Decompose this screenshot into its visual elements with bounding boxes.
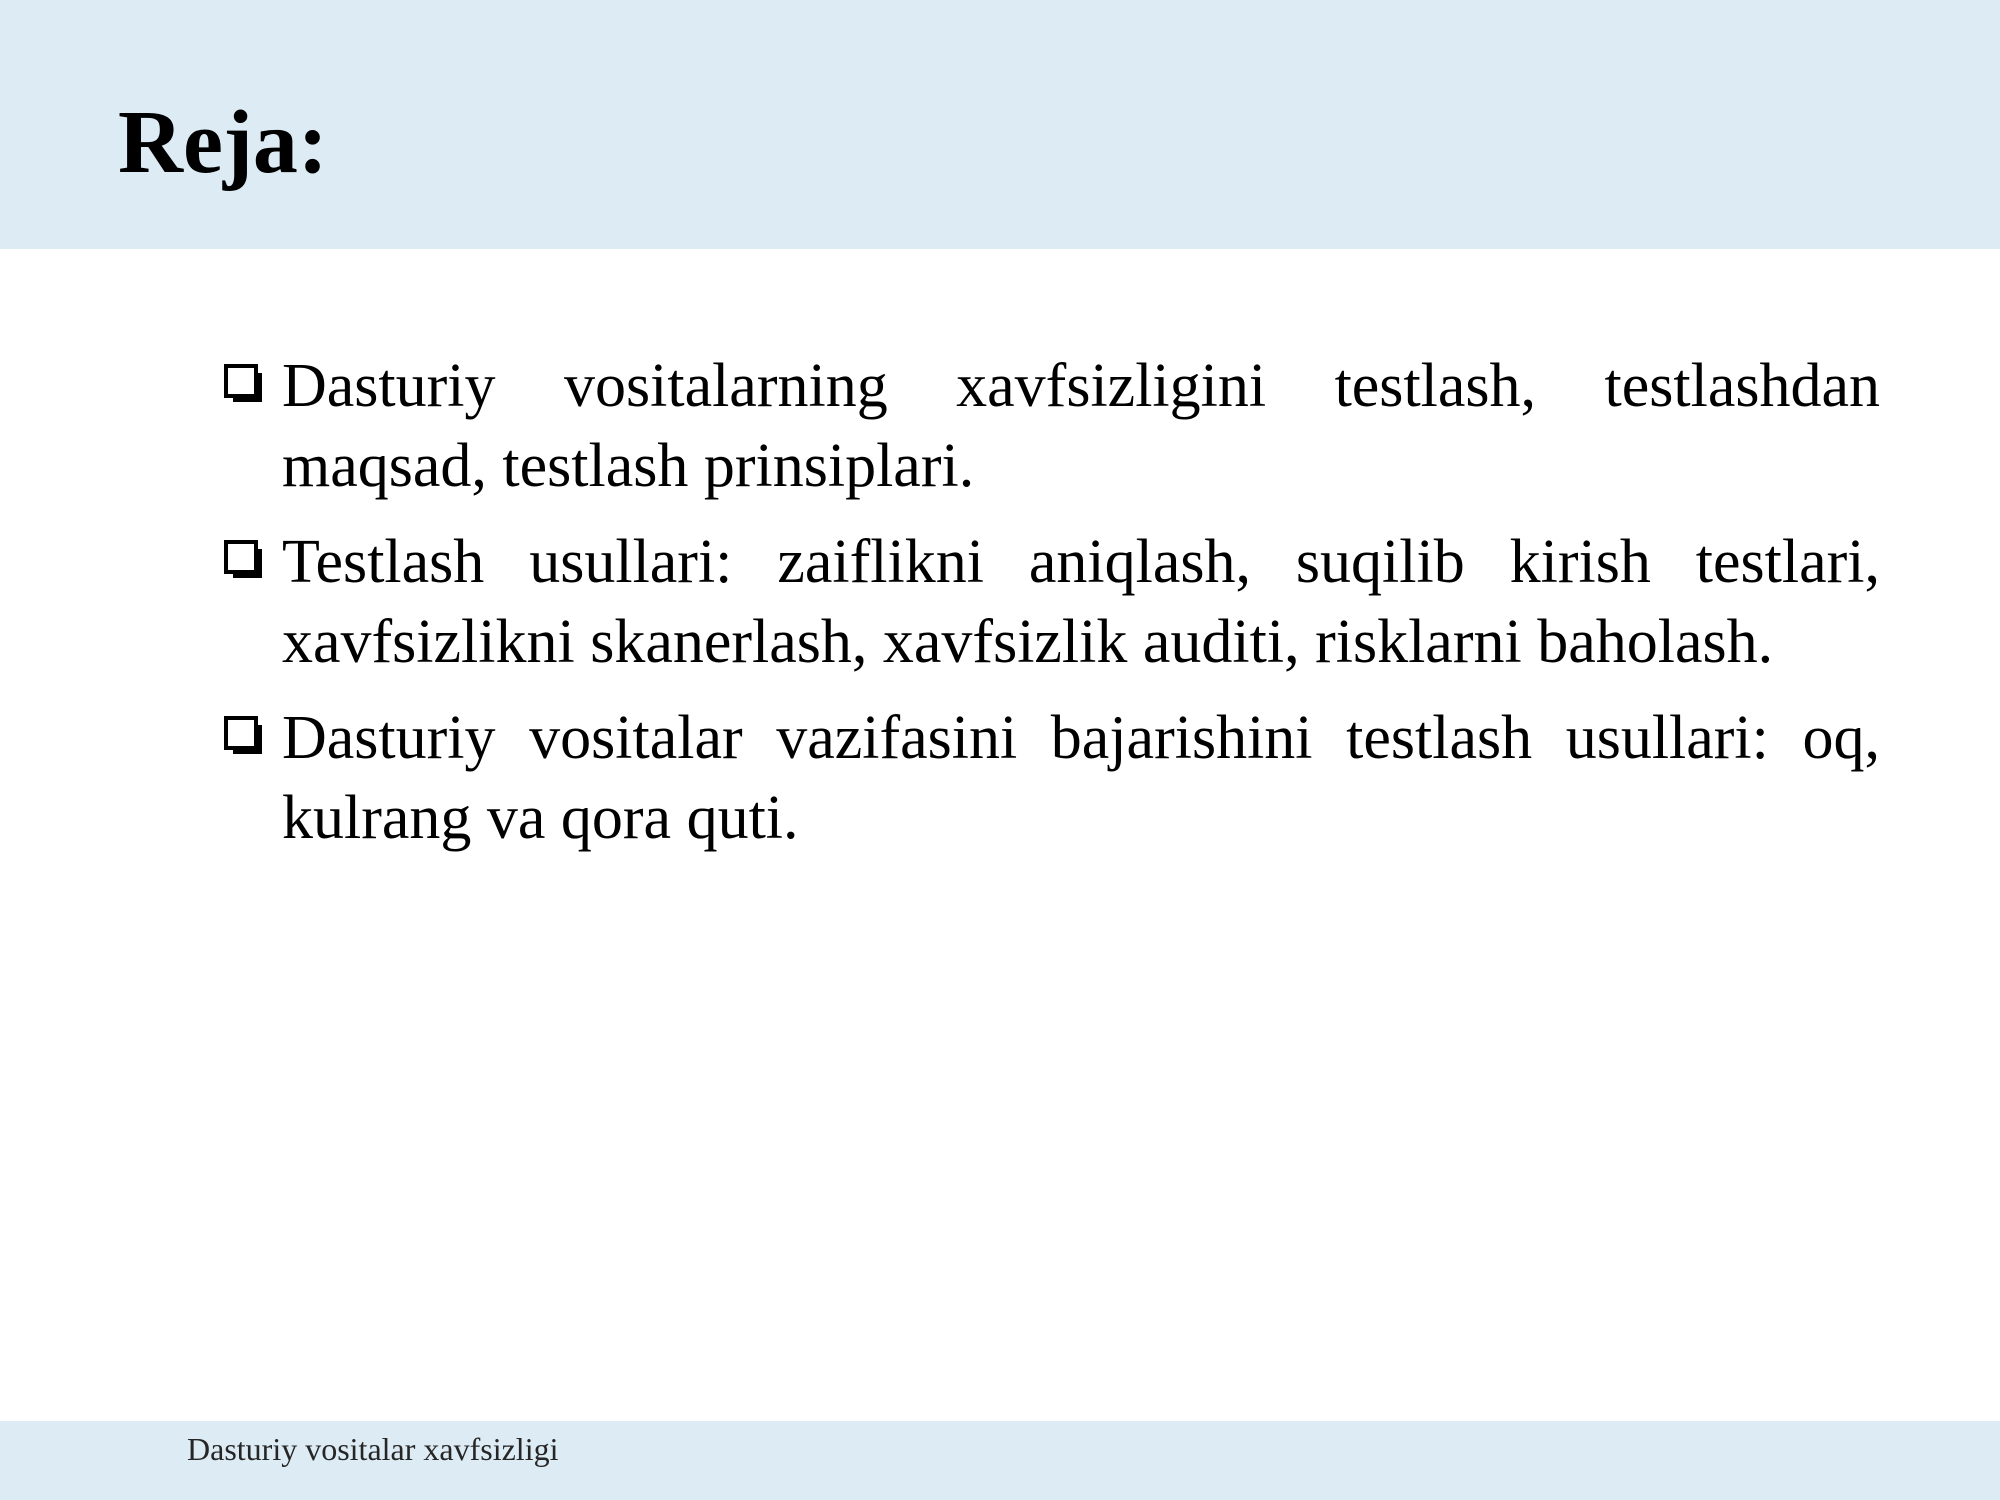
bullet-item-3 (222, 698, 1880, 858)
bullet-list (222, 346, 1880, 874)
hollow-square-icon (224, 540, 264, 580)
bullet-text: Dasturiy vositalarning xavfsizligini testlash, testlashdan maqsad, testlash prinsiplari. (282, 352, 1880, 500)
footer-text: Dasturiy vositalar xavfsizligi (187, 1431, 559, 1467)
hollow-square-icon (224, 364, 264, 404)
bullet-item-1 (222, 346, 1880, 506)
slide-title: Reja: (118, 93, 328, 192)
bullet-text: Dasturiy vositalar vazifasini bajarishini testlash usullari: oq, kulrang va qora quti. (282, 704, 1880, 852)
hollow-square-icon (224, 716, 264, 756)
bullet-item-2 (222, 522, 1880, 682)
bullet-text: Testlash usullari: zaiflikni aniqlash, suqilib kirish testlari, xavfsizlikni skanerlash, xavfsizlik auditi, risklarni baholash. (282, 528, 1880, 676)
